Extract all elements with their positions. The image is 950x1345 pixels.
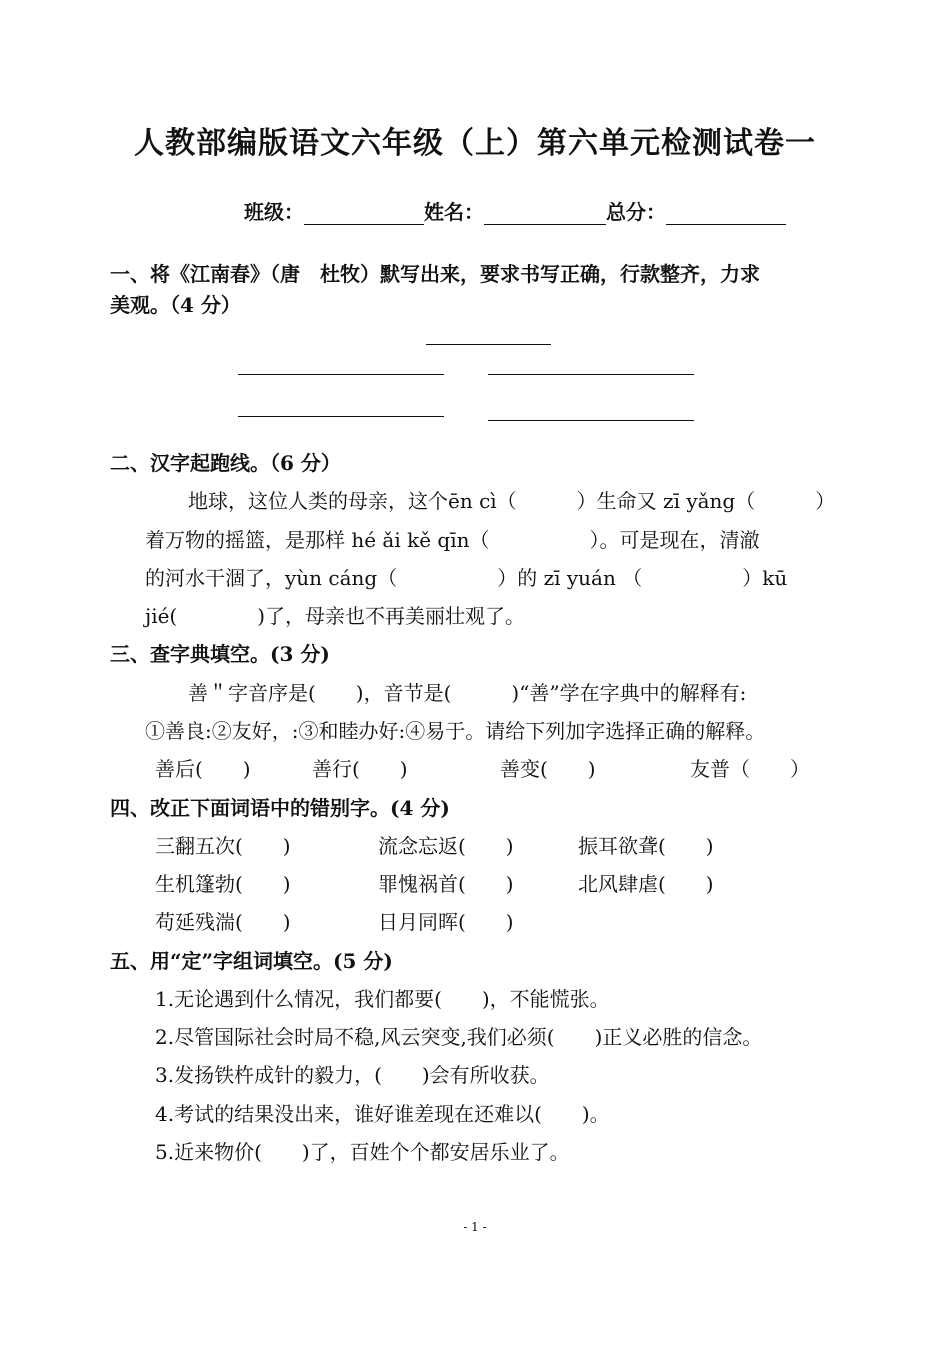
section-5-item: 1.无论遇到什么情况，我们都要( )，不能慌张。 xyxy=(155,987,610,1011)
section-3-item: 善变( ) xyxy=(500,757,596,781)
score-label: 总分： xyxy=(606,200,666,224)
student-info-row xyxy=(244,196,786,225)
name-blank[interactable] xyxy=(484,202,606,225)
section-3-heading: 三、查字典填空。(3 分) xyxy=(110,642,330,666)
section-4-item: 罪愧祸首( ) xyxy=(378,872,514,896)
section-2-line: jié( )了，母亲也不再美丽壮观了。 xyxy=(145,604,526,628)
section-4-item: 生机篷勃( ) xyxy=(155,872,291,896)
poem-line-4[interactable] xyxy=(488,420,694,421)
section-5-item: 3.发扬铁杵成针的毅力，( )会有所收获。 xyxy=(155,1063,550,1087)
section-4-item: 日月同晖( ) xyxy=(378,910,514,934)
name-label: 姓名： xyxy=(424,200,484,224)
section-4-heading: 四、改正下面词语中的错别字。(4 分) xyxy=(110,796,450,820)
section-5-item: 4.考试的结果没出来，谁好谁差现在还难以( )。 xyxy=(155,1102,610,1126)
section-3-item: 善行( ) xyxy=(312,757,408,781)
section-5-item: 2.尽管国际社会时局不稳,风云突变,我们必须( )正义必胜的信念。 xyxy=(155,1025,763,1049)
section-4-item: 苟延残湍( ) xyxy=(155,910,291,934)
poem-line-1[interactable] xyxy=(238,374,444,375)
poem-title-line[interactable] xyxy=(426,344,551,345)
section-4-item: 流念忘返( ) xyxy=(378,834,514,858)
score-blank[interactable] xyxy=(666,202,786,225)
poem-line-2[interactable] xyxy=(488,374,694,375)
section-4-item: 振耳欲聋( ) xyxy=(578,834,714,858)
section-2-line: 地球，这位人类的母亲，这个ēn cì（ ）生命又 zī yǎng（ ） xyxy=(188,489,836,513)
page-title: 人教部编版语文六年级（上）第六单元检测试卷一 xyxy=(134,126,816,161)
section-2-line: 的河水干涸了，yùn cáng（ ）的 zī yuán （ ）kū xyxy=(145,566,788,590)
section-5-item: 5.近来物价( )了，百姓个个都安居乐业了。 xyxy=(155,1140,570,1164)
section-1-heading-cont: 美观。（4 分） xyxy=(110,293,241,317)
poem-line-3[interactable] xyxy=(238,416,444,417)
class-label: 班级： xyxy=(244,200,304,224)
section-5-heading: 五、用“定”字组词填空。(5 分) xyxy=(110,949,393,973)
page-number: - 1 - xyxy=(463,1220,487,1234)
section-4-item: 三翻五次( ) xyxy=(155,834,291,858)
section-3-item: 友普（ ） xyxy=(690,757,810,781)
section-1-heading: 一、将《江南春》（唐 杜牧）默写出来，要求书写正确，行款整齐，力求 xyxy=(110,262,760,286)
section-2-heading: 二、汉字起跑线。（6 分） xyxy=(110,451,341,475)
class-blank[interactable] xyxy=(304,202,424,225)
section-3-line: ①善良:②友好，:③和睦办好:④易于。请给下列加字选择正确的解释。 xyxy=(145,719,766,743)
section-3-line: 善＂字音序是( )，音节是( )“善”学在字典中的解释有: xyxy=(188,681,747,705)
section-2-line: 着万物的摇篮，是那样 hé ǎi kě qīn（ ）。可是现在，清澈 xyxy=(145,528,760,552)
section-4-item: 北风肆虐( ) xyxy=(578,872,714,896)
section-3-item: 善后( ) xyxy=(155,757,251,781)
